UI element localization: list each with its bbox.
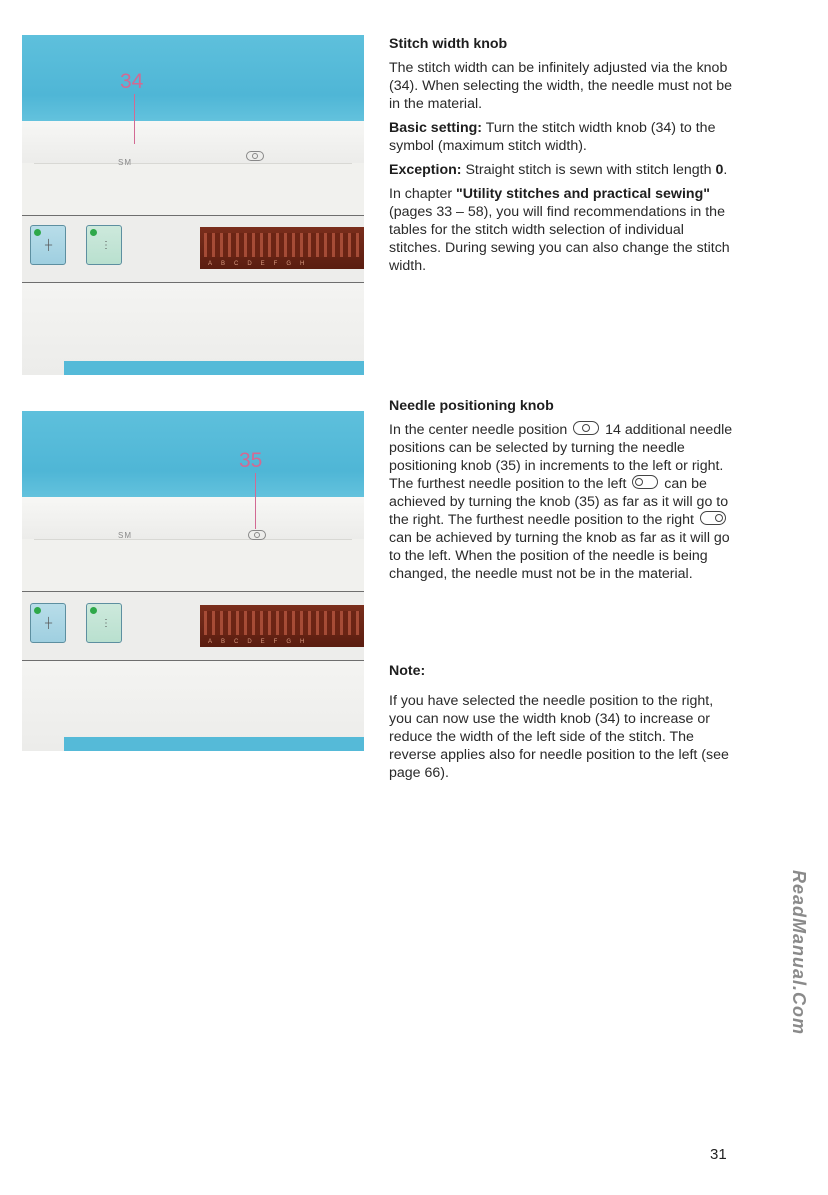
page-number: 31 bbox=[710, 1146, 727, 1163]
note-text: If you have selected the needle position to the right, you can now use the width knob (34) to increase or reduce the width of the left side of the stitch. The reverse applies also for needle position to the left (see page 66). bbox=[389, 693, 729, 781]
callout-34: 34 bbox=[120, 70, 144, 93]
left-position-icon bbox=[632, 475, 658, 489]
watermark: ReadManual.Com bbox=[789, 870, 809, 1036]
paragraph: The stitch width can be infinitely adjusted via the knob (34). When selecting the width, the needle must not be in the material. bbox=[389, 60, 733, 112]
callout-35: 35 bbox=[239, 449, 263, 472]
stitch-display: ABCDEFGH bbox=[200, 605, 364, 647]
paragraph: In the center needle position 14 additional needle positions can be selected by turning the needle positioning knob (35) in increments to the left or right. The furthest needle position to the left can be achieved by turning the knob (35) as far as it will go to the right. The furthest needle position to the right can be achieved by turning the knob as far as it will go to the left. When the position of the needle is being changed, the needle must not be in the material. bbox=[389, 422, 733, 582]
function-key-1: ┼ bbox=[30, 603, 66, 643]
paragraph-basic-setting: Basic setting: Turn the stitch width knob (34) to the symbol (maximum stitch width). bbox=[389, 120, 716, 154]
section-stitch-width bbox=[389, 36, 734, 275]
needle-position-icon bbox=[248, 530, 266, 540]
needle-position-icon bbox=[246, 151, 264, 161]
paragraph-exception: Exception: Straight stitch is sewn with stitch length 0. bbox=[389, 162, 728, 178]
paragraph-chapter-reference: In chapter "Utility stitches and practical sewing" (pages 33 – 58), you will find recommendations in the tables for the stitch width selection of individual stitches. During sewing you can also change the stitch width. bbox=[389, 186, 730, 274]
figure-needle-positioning-knob bbox=[22, 411, 364, 751]
stitch-display: ABCDEFGH bbox=[200, 227, 364, 269]
function-key-1: ┼ bbox=[30, 225, 66, 265]
section-note bbox=[389, 663, 734, 782]
section-needle-positioning bbox=[389, 398, 734, 583]
figure-stitch-width-knob bbox=[22, 35, 364, 375]
section-title: Needle positioning knob bbox=[389, 398, 554, 414]
callout-35-pointer bbox=[255, 473, 256, 529]
knob-label: SM bbox=[118, 158, 132, 167]
function-key-2: ⋮ bbox=[86, 603, 122, 643]
right-position-icon bbox=[700, 511, 726, 525]
function-key-2: ⋮ bbox=[86, 225, 122, 265]
note-title: Note: bbox=[389, 663, 426, 679]
knob-label: SM bbox=[118, 531, 132, 540]
callout-34-pointer bbox=[134, 94, 135, 144]
center-position-icon bbox=[573, 421, 599, 435]
section-title: Stitch width knob bbox=[389, 36, 508, 52]
